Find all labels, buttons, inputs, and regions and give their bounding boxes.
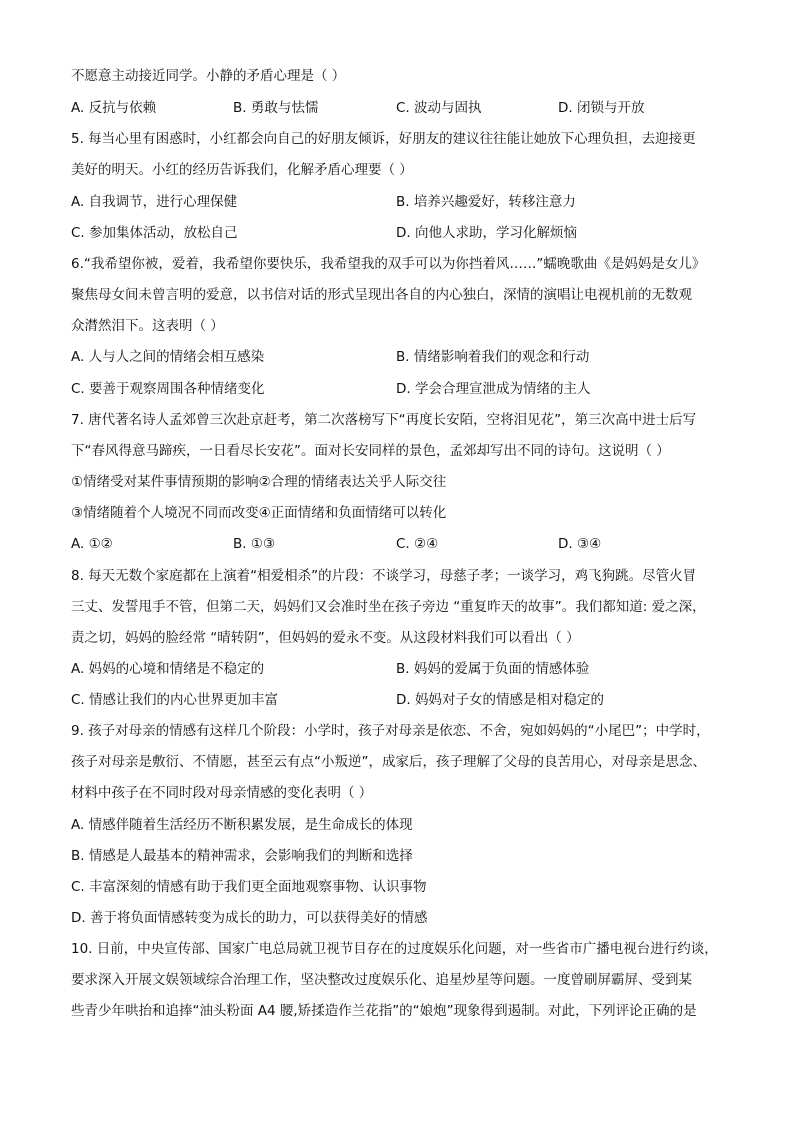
question-4-option-a: A. 反抗与依赖: [71, 100, 157, 116]
question-5-option-a: A. 自我调节，进行心理保健: [71, 194, 238, 210]
question-10-stem-line-3: 些青少年哄抬和追捧“油头粉面 A4 腰,矫揉造作兰花指”的“娘炮”现象得到遏制。对此，下列评论正确的是: [71, 1003, 697, 1019]
question-6-option-d: D. 学会合理宣泄成为情绪的主人: [396, 381, 591, 397]
question-8-option-c: C. 情感让我们的内心世界更加丰富: [71, 692, 279, 708]
question-9-stem-line-1: 9. 孩子对母亲的情感有这样几个阶段：小学时，孩子对母亲是依恋、不舍，宛如妈妈的“小尾巴”；中学时，: [71, 723, 710, 739]
question-9-option-d: D. 善于将负面情感转变为成长的助力，可以获得美好的情感: [71, 910, 428, 926]
question-6-option-b: B. 情绪影响着我们的观念和行动: [396, 349, 590, 365]
question-7-statements-1: ①情绪受对某件事情预期的影响②合理的情绪表达关乎人际交往: [71, 474, 447, 490]
question-5-stem-line-2: 美好的明天。小红的经历告诉我们，化解矛盾心理要（ ）: [71, 162, 413, 178]
question-9-stem-line-3: 材料中孩子在不同时段对母亲情感的变化表明（ ）: [71, 785, 373, 801]
question-4-option-b: B. 勇敢与怯懦: [233, 100, 319, 116]
question-9-option-a: A. 情感伴随着生活经历不断积累发展，是生命成长的体现: [71, 817, 413, 833]
question-6-stem-line-2: 聚焦母女间未曾言明的爱意，以书信对话的形式呈现出各自的内心独白，深情的演唱让电视机前的无数观: [71, 287, 692, 303]
question-8-option-a: A. 妈妈的心境和情绪是不稳定的: [71, 661, 265, 677]
question-4-option-c: C. 波动与固执: [396, 100, 482, 116]
question-8-stem-line-1: 8. 每天无数个家庭都在上演着“相爱相杀”的片段：不谈学习，母慈子孝；一谈学习，鸡飞狗跳。尽管火冒: [71, 568, 697, 584]
question-6-option-a: A. 人与人之间的情绪会相互感染: [71, 349, 265, 365]
question-7-stem-line-1: 7. 唐代著名诗人孟郊曾三次赴京赶考，第二次落榜写下“再度长安陌，空将泪见花”，第三次高中进士后写: [71, 412, 697, 428]
question-6-option-c: C. 要善于观察周围各种情绪变化: [71, 381, 265, 397]
question-10-stem-line-2: 要求深入开展文娱领域综合治理工作，坚决整改过度娱乐化、追星炒星等问题。一度曾刷屏霸屏、受到某: [71, 972, 692, 988]
question-4-option-d: D. 闭锁与开放: [558, 100, 645, 116]
question-7-option-c: C. ②④: [396, 536, 439, 552]
question-7-option-d: D. ③④: [558, 536, 602, 552]
question-7-statements-2: ③情绪随着个人境况不同而改变④正面情绪和负面情绪可以转化: [71, 505, 447, 521]
question-8-stem-line-2: 三丈、发誓甩手不管，但第二天，妈妈们又会准时坐在孩子旁边 “重复昨天的故事”。我们都知道: 爱之深，: [71, 599, 706, 615]
question-5-option-c: C. 参加集体活动，放松自己: [71, 225, 238, 241]
question-5-option-d: D. 向他人求助，学习化解烦恼: [396, 225, 577, 241]
question-9-option-c: C. 丰富深刻的情感有助于我们更全面地观察事物、认识事物: [71, 879, 427, 895]
question-10-stem-line-1: 10. 日前，中央宣传部、国家广电总局就卫视节目存在的过度娱乐化问题，对一些省市广播电视台进行约谈，: [71, 941, 718, 957]
question-5-option-b: B. 培养兴趣爱好，转移注意力: [396, 194, 576, 210]
question-8-option-b: B. 妈妈的爱属于负面的情感体验: [396, 661, 590, 677]
question-9-option-b: B. 情感是人最基本的精神需求，会影响我们的判断和选择: [71, 848, 413, 864]
question-5-stem-line-1: 5. 每当心里有困惑时，小红都会向自己的好朋友倾诉，好朋友的建议往往能让她放下心理负担，去迎接更: [71, 131, 696, 147]
question-8-stem-line-3: 责之切，妈妈的脸经常 “晴转阴”，但妈妈的爱永不变。从这段材料我们可以看出（ ）: [71, 630, 580, 646]
question-4-stem-end: 不愿意主动接近同学。小静的矛盾心理是（ ）: [71, 68, 346, 84]
question-7-stem-line-2: 下“春风得意马蹄疾，一日看尽长安花”。面对长安同样的景色，孟郊却写出不同的诗句。这说明（ ）: [71, 443, 670, 459]
question-7-option-a: A. ①②: [71, 536, 113, 552]
question-6-stem-line-3: 众潸然泪下。这表明（ ）: [71, 318, 224, 334]
question-6-stem-line-1: 6.“我希望你被，爱着，我希望你要快乐，我希望我的双手可以为你挡着风……”蠕晚歌曲《是妈妈是女儿》: [71, 256, 706, 272]
question-8-option-d: D. 妈妈对子女的情感是相对稳定的: [396, 692, 604, 708]
question-9-stem-line-2: 孩子对母亲是敷衍、不情愿，甚至云有点“小叛逆”，成家后，孩子理解了父母的良苦用心，对母亲是思念、: [71, 754, 706, 770]
question-7-option-b: B. ①③: [233, 536, 276, 552]
